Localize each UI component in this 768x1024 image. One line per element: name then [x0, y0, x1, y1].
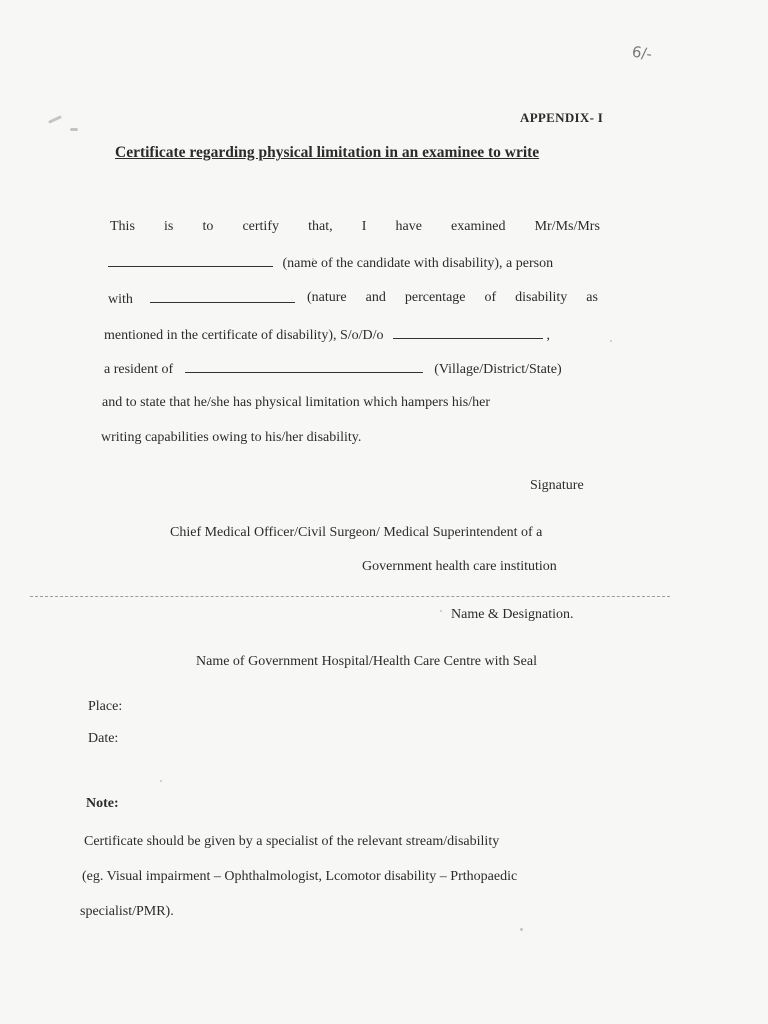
body-text: mentioned in the certificate of disability), S/o/D/o — [104, 328, 384, 343]
scan-speck — [440, 610, 442, 612]
scan-speck — [520, 928, 523, 931]
word: have — [395, 219, 422, 234]
body-line-3-rest — [307, 290, 598, 306]
authority-line-1: Chief Medical Officer/Civil Surgeon/ Medical Superintendent of a — [170, 525, 543, 540]
certificate-title: Certificate regarding physical limitation in an examinee to write — [115, 144, 540, 161]
body-line-2 — [108, 254, 553, 272]
body-line-5 — [104, 360, 562, 378]
body-line-4 — [104, 326, 550, 344]
authority-line-2: Government health care institution — [362, 559, 557, 574]
place-label: Place: — [88, 699, 123, 714]
word: disability — [515, 290, 568, 305]
scan-speck — [160, 780, 162, 782]
word: of — [484, 290, 497, 305]
body-text: (Village/District/State) — [434, 362, 562, 377]
body-line-6: and to state that he/she has physical limitation which hampers his/her — [102, 395, 491, 410]
word: (nature — [307, 290, 347, 305]
hospital-label: Name of Government Hospital/Health Care Centre with Seal — [196, 654, 537, 669]
body-line-1 — [110, 219, 600, 235]
scan-speck — [48, 115, 62, 124]
signature-label: Signature — [530, 478, 584, 493]
handwritten-page-mark: 6/- — [630, 42, 654, 64]
scan-fold-line — [30, 596, 670, 597]
body-text: , — [546, 328, 551, 343]
word: that, — [308, 219, 333, 234]
parent-name-blank[interactable] — [393, 326, 543, 339]
word: percentage — [404, 290, 466, 305]
note-line-2: (eg. Visual impairment – Ophthalmologist, Lcomotor disability – Prthopaedic — [82, 869, 518, 884]
note-line-3: specialist/PMR). — [80, 904, 174, 919]
word: is — [164, 219, 174, 234]
word: This — [110, 219, 135, 234]
scan-speck — [610, 340, 612, 342]
word: examined — [451, 219, 506, 234]
body-line-7: writing capabilities owing to his/her disability. — [101, 430, 362, 445]
body-text: with — [108, 292, 133, 307]
note-line-1: Certificate should be given by a specialist of the relevant stream/disability — [84, 834, 500, 849]
appendix-label: APPENDIX- I — [520, 110, 604, 125]
scan-speck — [70, 128, 78, 131]
note-heading: Note: — [86, 796, 119, 811]
word: Mr/Ms/Mrs — [534, 219, 600, 234]
word: I — [361, 219, 367, 234]
date-label: Date: — [88, 731, 119, 746]
residence-blank[interactable] — [185, 360, 423, 373]
word: and — [365, 290, 386, 305]
body-line-3 — [108, 290, 295, 308]
word: to — [202, 219, 214, 234]
name-designation-label: Name & Designation. — [451, 607, 574, 622]
candidate-name-blank[interactable] — [108, 254, 273, 267]
disability-nature-blank[interactable] — [150, 290, 295, 303]
body-text: (name of the candidate with disability), a person — [282, 256, 554, 271]
body-text: a resident of — [104, 362, 174, 377]
word: as — [586, 290, 598, 305]
word: certify — [242, 219, 279, 234]
